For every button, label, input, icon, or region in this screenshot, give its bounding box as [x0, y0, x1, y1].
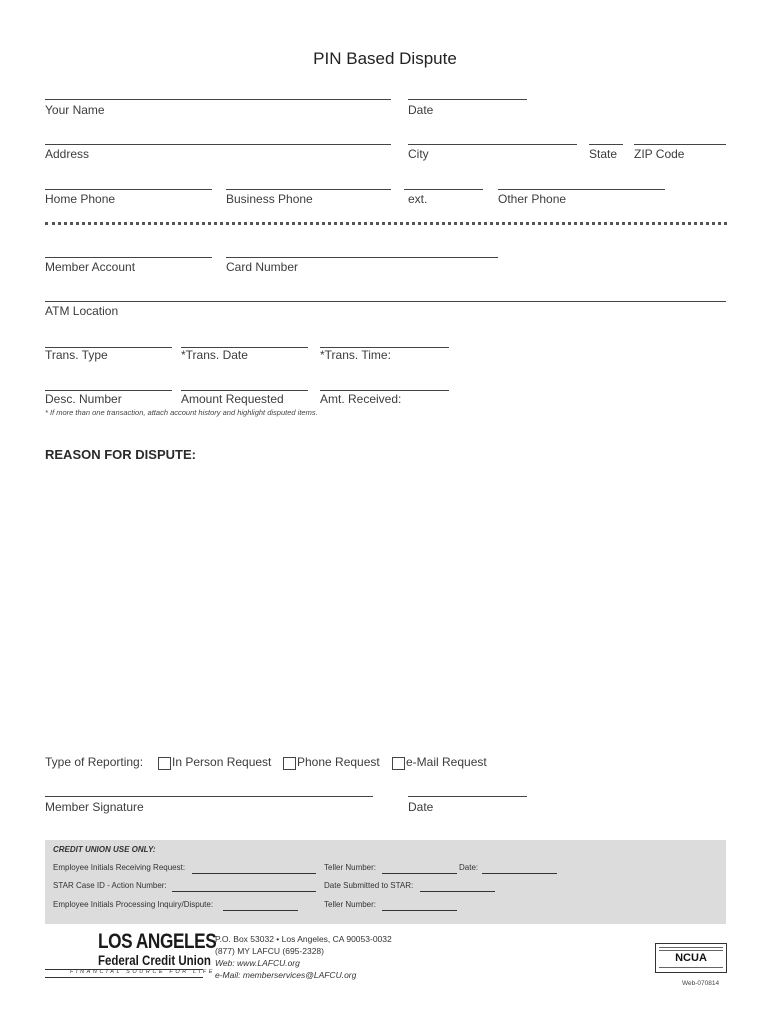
- desc-number-field-line[interactable]: [45, 390, 172, 391]
- card-number-label: Card Number: [226, 260, 299, 274]
- emp-receiving-field-line[interactable]: [192, 873, 316, 874]
- amt-received-label: Amt. Received:: [320, 392, 402, 406]
- phone-request-checkbox[interactable]: [283, 757, 296, 770]
- atm-location-field-line[interactable]: [45, 301, 726, 302]
- home-phone-field-line[interactable]: [45, 189, 212, 190]
- star-case-field-line[interactable]: [172, 891, 316, 892]
- atm-location-label: ATM Location: [45, 304, 119, 318]
- phone-request-label: Phone Request: [297, 755, 380, 769]
- other-phone-field-line[interactable]: [498, 189, 665, 190]
- date-field-line[interactable]: [408, 99, 527, 100]
- trans-date-label: *Trans. Date: [181, 348, 248, 362]
- your-name-label: Your Name: [45, 103, 105, 117]
- emp-receiving-label: Employee Initials Receiving Request:: [53, 863, 186, 872]
- amt-received-field-line[interactable]: [320, 390, 449, 391]
- email-request-label: e-Mail Request: [406, 755, 487, 769]
- type-of-reporting-label: Type of Reporting:: [45, 755, 144, 769]
- credit-union-use-panel: [45, 840, 726, 924]
- other-phone-label: Other Phone: [498, 192, 567, 206]
- cu-date-field-line[interactable]: [482, 873, 557, 874]
- emp-processing-field-line[interactable]: [223, 910, 298, 911]
- zip-label: ZIP Code: [634, 147, 685, 161]
- lafcu-logo-line2: Federal Credit Union: [98, 952, 211, 968]
- ncua-fine-print-top-2: [659, 950, 723, 951]
- reason-heading: REASON FOR DISPUTE:: [45, 447, 196, 462]
- trans-type-label: Trans. Type: [45, 348, 108, 362]
- ext-field-line[interactable]: [404, 189, 483, 190]
- city-label: City: [408, 147, 429, 161]
- trans-time-label: *Trans. Time:: [320, 348, 391, 362]
- teller-number-1-label: Teller Number:: [324, 863, 377, 872]
- business-phone-field-line[interactable]: [226, 189, 391, 190]
- logo-rule-bottom: [45, 977, 203, 978]
- amount-requested-label: Amount Requested: [181, 392, 284, 406]
- signature-field-line[interactable]: [45, 796, 373, 797]
- card-number-field-line[interactable]: [226, 257, 498, 258]
- ncua-logo-text: NCUA: [675, 952, 707, 964]
- web-form-code: Web-070814: [682, 980, 720, 987]
- ext-label: ext.: [408, 192, 428, 206]
- date-submitted-label: Date Submitted to STAR:: [324, 881, 414, 890]
- city-field-line[interactable]: [408, 144, 577, 145]
- teller-number-1-field-line[interactable]: [382, 873, 457, 874]
- address-field-line[interactable]: [45, 144, 391, 145]
- signature-date-field-line[interactable]: [408, 796, 527, 797]
- in-person-label: In Person Request: [172, 755, 272, 769]
- address-label: Address: [45, 147, 90, 161]
- footer-address: P.O. Box 53032 • Los Angeles, CA 90053-0032: [215, 934, 392, 944]
- lafcu-tagline: FINANCIAL SOURCE FOR LIFE: [70, 969, 215, 975]
- star-case-label: STAR Case ID - Action Number:: [53, 881, 167, 890]
- home-phone-label: Home Phone: [45, 192, 116, 206]
- signature-date-label: Date: [408, 800, 434, 814]
- state-field-line[interactable]: [589, 144, 623, 145]
- form-title: PIN Based Dispute: [313, 49, 457, 68]
- ncua-fine-print-top: [659, 947, 723, 948]
- amount-requested-field-line[interactable]: [181, 390, 308, 391]
- state-label: State: [589, 147, 618, 161]
- credit-union-use-title: CREDIT UNION USE ONLY:: [53, 845, 156, 854]
- in-person-checkbox[interactable]: [158, 757, 171, 770]
- date-submitted-field-line[interactable]: [420, 891, 495, 892]
- date-label: Date: [408, 103, 434, 117]
- member-account-label: Member Account: [45, 260, 136, 274]
- dotted-divider: [45, 222, 727, 225]
- ncua-fine-print-bottom: [659, 967, 723, 968]
- ncua-seal: [655, 943, 727, 973]
- footer-email: e-Mail: memberservices@LAFCU.org: [215, 970, 357, 980]
- footer-phone: (877) MY LAFCU (695-2328): [215, 946, 324, 956]
- emp-processing-label: Employee Initials Processing Inquiry/Dispute:: [53, 900, 214, 909]
- teller-number-2-field-line[interactable]: [382, 910, 457, 911]
- member-account-field-line[interactable]: [45, 257, 212, 258]
- cu-date-label: Date:: [459, 863, 479, 872]
- email-request-checkbox[interactable]: [392, 757, 405, 770]
- business-phone-label: Business Phone: [226, 192, 313, 206]
- multi-transaction-note: * If more than one transaction, attach account history and highlight disputed items.: [45, 408, 318, 417]
- zip-field-line[interactable]: [634, 144, 726, 145]
- member-signature-label: Member Signature: [45, 800, 144, 814]
- name-field-line[interactable]: [45, 99, 391, 100]
- lafcu-logo-line1: LOS ANGELES: [98, 930, 217, 953]
- reason-text-area[interactable]: [45, 470, 727, 740]
- footer-web: Web: www.LAFCU.org: [215, 958, 300, 968]
- teller-number-2-label: Teller Number:: [324, 900, 377, 909]
- desc-number-label: Desc. Number: [45, 392, 122, 406]
